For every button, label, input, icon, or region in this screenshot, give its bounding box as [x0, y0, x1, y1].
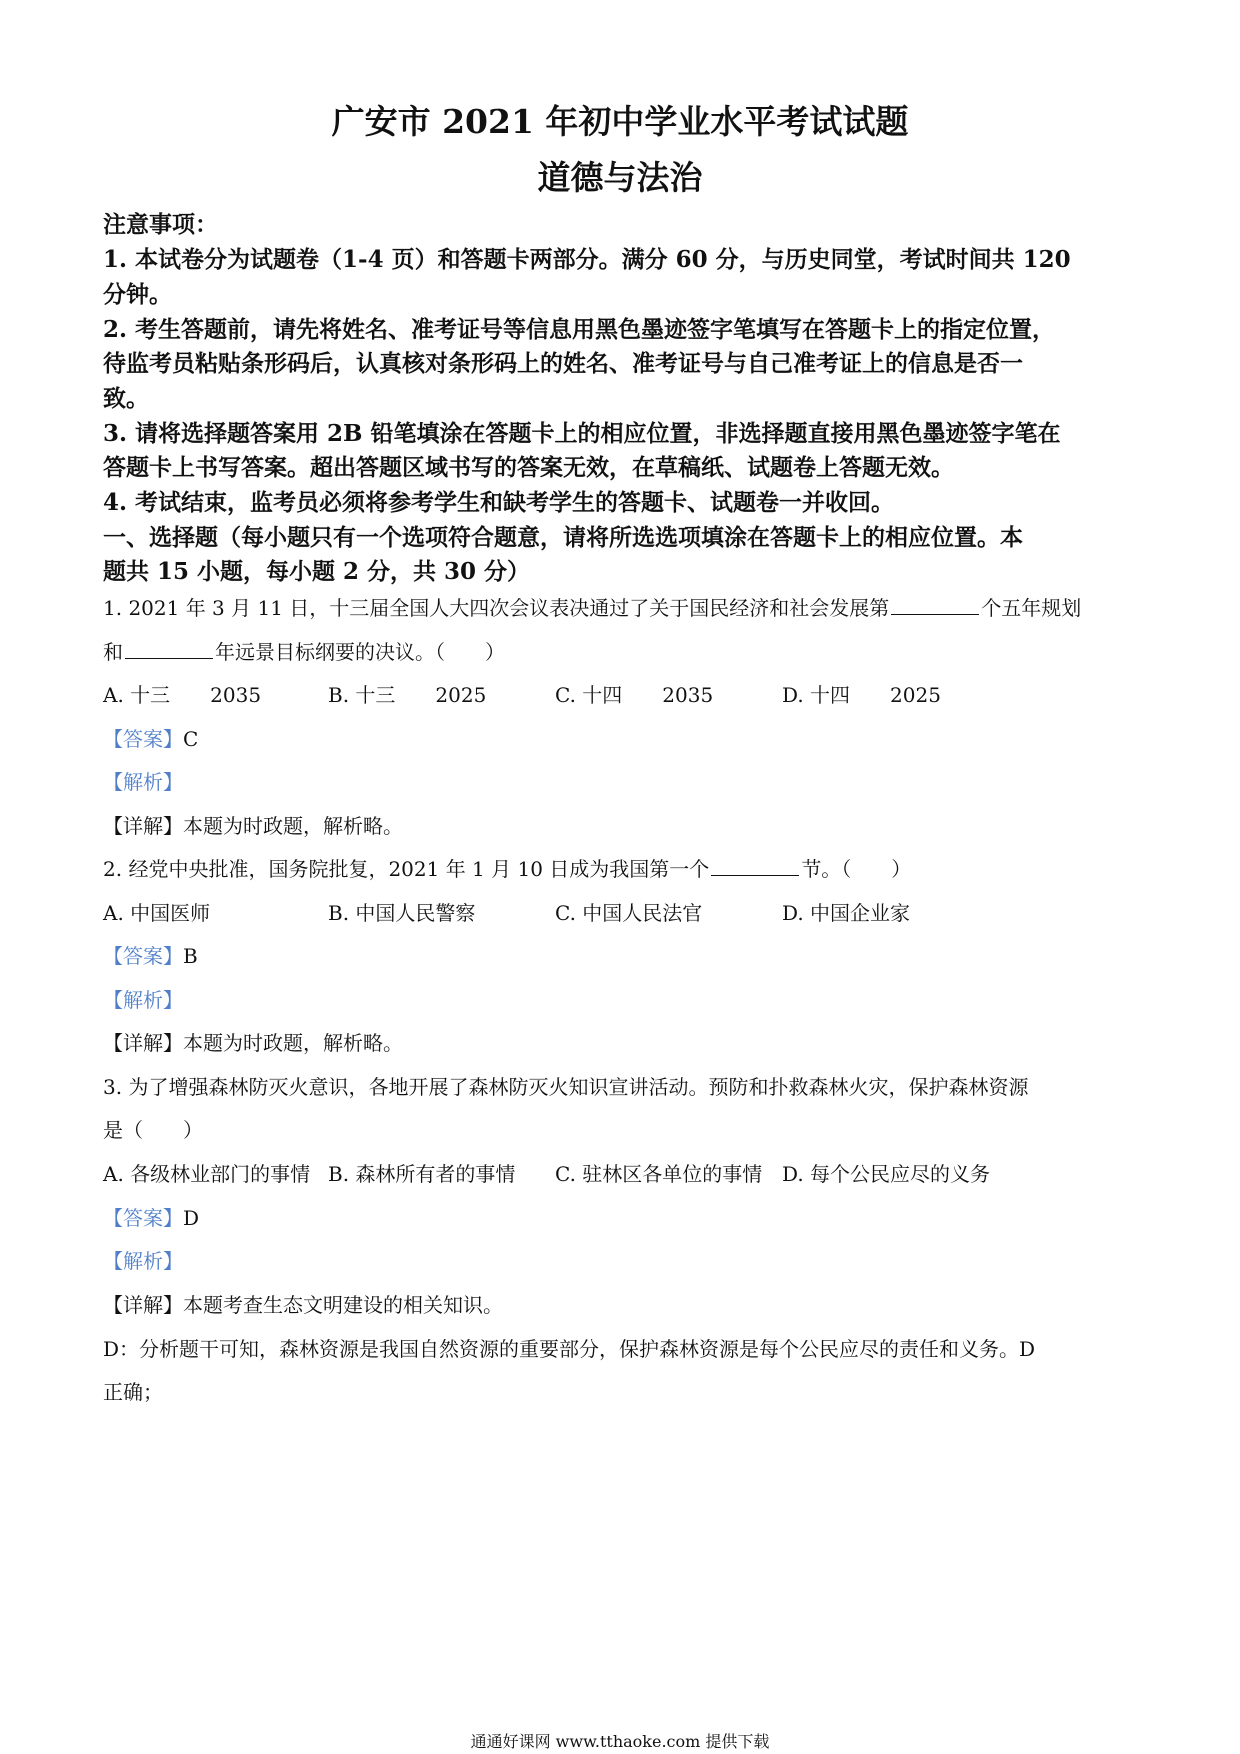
option-b: B. 森林所有者的事情	[328, 1162, 516, 1186]
answer-line	[103, 723, 198, 752]
option-d: D. 十四 2025	[782, 683, 941, 707]
detail-line	[103, 1027, 403, 1056]
section-heading: 一、选择题（每小题只有一个选项符合题意，请将所选选项填涂在答题卡上的相应位置。本	[103, 524, 1023, 551]
detail-line	[103, 810, 403, 839]
page-title: 广安市 2021 年初中学业水平考试试题	[331, 102, 909, 141]
question-text: 个五年规划	[981, 596, 1082, 620]
question-text: 和	[103, 640, 123, 664]
question-2-stem	[103, 853, 911, 882]
answer-value: D	[183, 1206, 200, 1230]
answer-value: B	[183, 944, 198, 968]
answer-label: 【答案】	[103, 1206, 183, 1230]
detail-text: 本题考查生态文明建设的相关知识。	[183, 1293, 503, 1317]
detail-text: 本题为时政题，解析略。	[183, 1031, 403, 1055]
notice-item: 1. 本试卷分为试题卷（1-4 页）和答题卡两部分。满分 60 分，与历史同堂，考试时间共 120	[103, 246, 1071, 273]
notice-item: 3. 请将选择题答案用 2B 铅笔填涂在答题卡上的相应位置，非选择题直接用黑色墨迹签字笔在	[103, 420, 1061, 447]
answer-blank	[891, 596, 979, 615]
detail-label: 【详解】	[103, 1293, 183, 1317]
option-c: C. 驻林区各单位的事情	[555, 1162, 763, 1186]
question-text: 2. 经党中央批准，国务院批复，2021 年 1 月 10 日成为我国第一个	[103, 857, 710, 881]
detail-label: 【详解】	[103, 814, 183, 838]
answer-line	[103, 940, 198, 969]
detail-label: 【详解】	[103, 1031, 183, 1055]
detail-text: 本题为时政题，解析略。	[183, 814, 403, 838]
question-3-stem: 是（ ）	[103, 1118, 203, 1142]
option-a: A. 各级林业部门的事情	[103, 1162, 311, 1186]
notice-item: 4. 考试结束，监考员必须将参考学生和缺考学生的答题卡、试题卷一并收回。	[103, 489, 895, 516]
notice-item: 致。	[103, 385, 149, 412]
page-subtitle: 道德与法治	[537, 158, 703, 197]
option-b: B. 中国人民警察	[328, 901, 476, 925]
option-c: C. 中国人民法官	[555, 901, 703, 925]
question-text: 节。（ ）	[801, 857, 912, 881]
notice-heading: 注意事项：	[103, 211, 218, 238]
question-1-stem	[103, 592, 1081, 621]
question-1-stem	[103, 636, 505, 665]
notice-item: 2. 考生答题前，请先将姓名、准考证号等信息用黑色墨迹签字笔填写在答题卡上的指定位置，	[103, 316, 1056, 343]
answer-label: 【答案】	[103, 727, 183, 751]
notice-item: 答题卡上书写答案。超出答题区域书写的答案无效，在草稿纸、试题卷上答题无效。	[103, 454, 954, 481]
option-c: C. 十四 2035	[555, 683, 714, 707]
detail-line	[103, 1289, 503, 1318]
question-3-stem: 3. 为了增强森林防灭火意识，各地开展了森林防灭火知识宣讲活动。预防和扑救森林火灾，保护森林资源	[103, 1075, 1029, 1099]
analysis-label: 【解析】	[103, 988, 183, 1012]
option-d: D. 每个公民应尽的义务	[782, 1162, 991, 1186]
analysis-label: 【解析】	[103, 770, 183, 794]
question-text: 1. 2021 年 3 月 11 日，十三届全国人大四次会议表决通过了关于国民经济和社会发展第	[103, 596, 890, 620]
answer-blank	[711, 857, 799, 876]
option-a: A. 中国医师	[103, 901, 211, 925]
notice-item: 待监考员粘贴条形码后，认真核对条形码上的姓名、准考证号与自己准考证上的信息是否一	[103, 350, 1023, 377]
answer-blank	[125, 640, 213, 659]
answer-label: 【答案】	[103, 944, 183, 968]
question-text: 年远景目标纲要的决议。（ ）	[215, 640, 505, 664]
footer-text: 通通好课网 www.tthaoke.com 提供下载	[470, 1732, 770, 1751]
answer-line	[103, 1202, 199, 1231]
notice-item: 分钟。	[103, 281, 172, 308]
option-a: A. 十三 2035	[103, 683, 262, 707]
detail-extra: D：分析题干可知，森林资源是我国自然资源的重要部分，保护森林资源是每个公民应尽的责任和义务。D	[103, 1337, 1036, 1361]
detail-extra: 正确；	[103, 1380, 163, 1404]
section-heading: 题共 15 小题，每小题 2 分，共 30 分）	[103, 558, 531, 585]
answer-value: C	[183, 727, 199, 751]
analysis-label: 【解析】	[103, 1249, 183, 1273]
option-d: D. 中国企业家	[782, 901, 911, 925]
option-b: B. 十三 2025	[328, 683, 487, 707]
